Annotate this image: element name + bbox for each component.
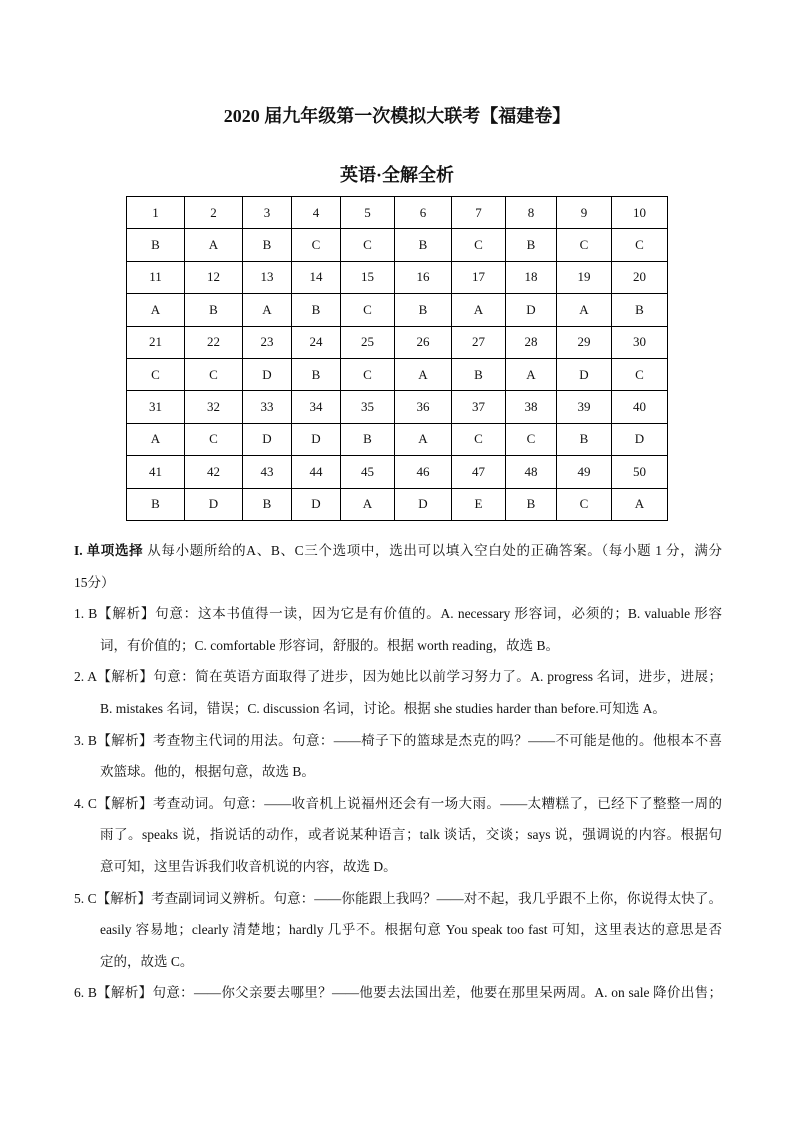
explanation-item-4 — [74, 788, 722, 883]
explanation-line — [74, 661, 722, 693]
question-number-cell: 31 — [127, 391, 185, 423]
answer-row — [127, 423, 668, 455]
question-number-cell: 40 — [612, 391, 668, 423]
question-number-cell: 29 — [557, 326, 612, 358]
question-number-cell: 39 — [557, 391, 612, 423]
explanation-text: 【解析】考查动词。句意：——收音机上说福州还会有一场大雨。——太糟糕了，已经下了整整一周的 — [96, 795, 722, 811]
section-instruction-line — [74, 567, 722, 599]
answer-cell: E — [452, 488, 506, 520]
question-number-cell: 18 — [506, 261, 557, 293]
explanation-line — [74, 819, 722, 851]
answer-cell: A — [506, 358, 557, 390]
question-number-cell: 10 — [612, 197, 668, 229]
explanation-text: B. mistakes 名词，错误；C. discussion 名词，讨论。根据 she studies harder than before.可知选 A。 — [100, 700, 666, 716]
question-number-cell: 48 — [506, 456, 557, 488]
question-number-cell: 13 — [243, 261, 292, 293]
explanation-line — [74, 725, 722, 757]
answer-cell: A — [612, 488, 668, 520]
question-number-cell: 7 — [452, 197, 506, 229]
section-instruction: 从每小题所给的A、B、C三个选项中，选出可以填入空白处的正确答案。（每小题 1 分，满分 — [143, 543, 722, 558]
document-subtitle: 英语·全解全析 — [339, 165, 454, 185]
question-number-cell: 2 — [185, 197, 243, 229]
explanation-line — [74, 756, 722, 788]
section-heading: I. 单项选择 — [74, 543, 144, 558]
answer-cell: B — [292, 294, 341, 326]
explanation-line — [74, 946, 722, 978]
answer-cell: D — [292, 488, 341, 520]
explanation-line — [74, 788, 722, 820]
question-number-cell: 45 — [341, 456, 395, 488]
explanation-text: 【解析】句意：——你父亲要去哪里？——他要去法国出差，他要在那里呆两周。A. on sale 降价出售； — [96, 985, 722, 1001]
answer-cell: B — [506, 488, 557, 520]
explanation-text: 【解析】考查副词词义辨析。句意：——你能跟上我吗？——对不起，我几乎跟不上你，你说得太快了。 — [96, 890, 722, 906]
item-label: 2. A — [74, 669, 97, 685]
answer-cell: C — [292, 229, 341, 261]
question-number-cell: 1 — [127, 197, 185, 229]
explanation-line — [74, 914, 722, 946]
question-number-cell: 3 — [243, 197, 292, 229]
item-label: 4. C — [74, 795, 97, 811]
question-number-cell: 28 — [506, 326, 557, 358]
answer-cell: A — [185, 229, 243, 261]
question-number-row — [127, 197, 668, 229]
question-number-cell: 5 — [341, 197, 395, 229]
explanation-item-1 — [74, 598, 722, 661]
question-number-cell: 49 — [557, 456, 612, 488]
answer-key-table — [126, 196, 668, 521]
answer-cell: C — [506, 423, 557, 455]
answer-cell: D — [292, 423, 341, 455]
section-instruction: 15分） — [74, 574, 115, 590]
answer-row — [127, 294, 668, 326]
question-number-cell: 20 — [612, 261, 668, 293]
question-number-cell: 24 — [292, 326, 341, 358]
question-number-cell: 9 — [557, 197, 612, 229]
answer-cell: D — [557, 358, 612, 390]
answer-cell: C — [185, 358, 243, 390]
answer-cell: A — [127, 423, 185, 455]
section-header-line — [74, 535, 722, 567]
question-number-cell: 23 — [243, 326, 292, 358]
answer-cell: C — [185, 423, 243, 455]
answer-cell: B — [127, 229, 185, 261]
explanation-text: 欢篮球。他的，根据句意，故选 B。 — [100, 764, 315, 780]
document-title: 2020 届九年级第一次模拟大联考【福建卷】 — [223, 106, 571, 126]
question-number-cell: 25 — [341, 326, 395, 358]
answer-cell: C — [452, 423, 506, 455]
answer-cell: D — [243, 358, 292, 390]
question-number-cell: 33 — [243, 391, 292, 423]
question-number-cell: 32 — [185, 391, 243, 423]
explanation-text: 词，有价值的；C. comfortable 形容词，舒服的。根据 worth reading，故选 B。 — [100, 637, 559, 653]
question-number-cell: 11 — [127, 261, 185, 293]
answer-cell: C — [557, 229, 612, 261]
answer-cell: B — [452, 358, 506, 390]
question-number-cell: 50 — [612, 456, 668, 488]
item-label: 1. B — [74, 606, 98, 622]
answer-cell: C — [557, 488, 612, 520]
question-number-cell: 37 — [452, 391, 506, 423]
answer-cell: B — [506, 229, 557, 261]
answer-cell: C — [341, 229, 395, 261]
answer-cell: D — [243, 423, 292, 455]
item-label: 3. B — [74, 732, 97, 748]
explanation-item-6 — [74, 977, 722, 1009]
question-number-cell: 46 — [395, 456, 452, 488]
question-number-cell: 22 — [185, 326, 243, 358]
answer-cell: D — [395, 488, 452, 520]
explanation-item-2 — [74, 661, 722, 724]
question-number-row — [127, 326, 668, 358]
question-number-cell: 34 — [292, 391, 341, 423]
question-number-cell: 17 — [452, 261, 506, 293]
explanation-text: 雨了。speaks 说，指说话的动作，或者说某种语言；talk 谈话，交谈；says 说，强调说的内容。根据句 — [100, 827, 722, 843]
answer-cell: B — [341, 423, 395, 455]
answer-cell: C — [127, 358, 185, 390]
answer-cell: A — [452, 294, 506, 326]
question-number-row — [127, 261, 668, 293]
item-label: 6. B — [74, 985, 97, 1001]
question-number-cell: 8 — [506, 197, 557, 229]
question-number-cell: 35 — [341, 391, 395, 423]
answer-cell: B — [557, 423, 612, 455]
question-number-row — [127, 456, 668, 488]
question-number-cell: 15 — [341, 261, 395, 293]
answer-cell: B — [292, 358, 341, 390]
answer-cell: A — [243, 294, 292, 326]
question-number-cell: 30 — [612, 326, 668, 358]
answer-row — [127, 358, 668, 390]
explanation-text: 意可知，这里告诉我们收音机说的内容，故选 D。 — [100, 858, 397, 874]
explanation-line — [74, 977, 722, 1009]
explanation-line — [74, 883, 722, 915]
answer-cell: C — [612, 229, 668, 261]
explanation-line — [74, 630, 722, 662]
answer-cell: B — [243, 488, 292, 520]
question-number-cell: 38 — [506, 391, 557, 423]
answer-cell: B — [612, 294, 668, 326]
answer-cell: D — [185, 488, 243, 520]
question-number-cell: 26 — [395, 326, 452, 358]
question-number-cell: 19 — [557, 261, 612, 293]
explanation-item-3 — [74, 725, 722, 788]
answer-cell: C — [341, 294, 395, 326]
answer-row — [127, 229, 668, 261]
question-number-row — [127, 391, 668, 423]
answer-cell: C — [452, 229, 506, 261]
answer-cell: D — [612, 423, 668, 455]
answer-cell: B — [185, 294, 243, 326]
item-label: 5. C — [74, 890, 97, 906]
answer-cell: A — [127, 294, 185, 326]
answer-cell: D — [506, 294, 557, 326]
answer-cell: B — [395, 229, 452, 261]
question-number-cell: 42 — [185, 456, 243, 488]
answer-cell: B — [243, 229, 292, 261]
question-number-cell: 4 — [292, 197, 341, 229]
question-number-cell: 14 — [292, 261, 341, 293]
explanation-line — [74, 693, 722, 725]
question-number-cell: 36 — [395, 391, 452, 423]
explanation-line — [74, 851, 722, 883]
explanation-text: 【解析】考查物主代词的用法。句意：——椅子下的篮球是杰克的吗？——不可能是他的。他根本不喜 — [96, 732, 722, 748]
explanation-item-5 — [74, 883, 722, 978]
answer-cell: C — [612, 358, 668, 390]
answer-cell: A — [395, 358, 452, 390]
question-number-cell: 41 — [127, 456, 185, 488]
answer-cell: C — [341, 358, 395, 390]
explanation-text: 【解析】句意：简在英语方面取得了进步，因为她比以前学习努力了。A. progress 名词，进步，进展； — [96, 669, 722, 685]
answer-cell: A — [395, 423, 452, 455]
explanations-section — [74, 535, 722, 1009]
explanation-line — [74, 598, 722, 630]
answer-cell: B — [127, 488, 185, 520]
explanation-text: easily 容易地；clearly 清楚地；hardly 几乎不。根据句意 You speak too fast 可知，这里表达的意思是否 — [100, 922, 722, 938]
explanation-text: 定的，故选 C。 — [100, 953, 194, 969]
question-number-cell: 27 — [452, 326, 506, 358]
answer-cell: B — [395, 294, 452, 326]
answer-cell: A — [341, 488, 395, 520]
question-number-cell: 44 — [292, 456, 341, 488]
answer-cell: A — [557, 294, 612, 326]
question-number-cell: 16 — [395, 261, 452, 293]
question-number-cell: 6 — [395, 197, 452, 229]
question-number-cell: 21 — [127, 326, 185, 358]
question-number-cell: 43 — [243, 456, 292, 488]
question-number-cell: 12 — [185, 261, 243, 293]
explanation-text: 【解析】句意：这本书值得一读，因为它是有价值的。A. necessary 形容词，必须的；B. valuable 形容 — [97, 606, 722, 622]
answer-row — [127, 488, 668, 520]
question-number-cell: 47 — [452, 456, 506, 488]
